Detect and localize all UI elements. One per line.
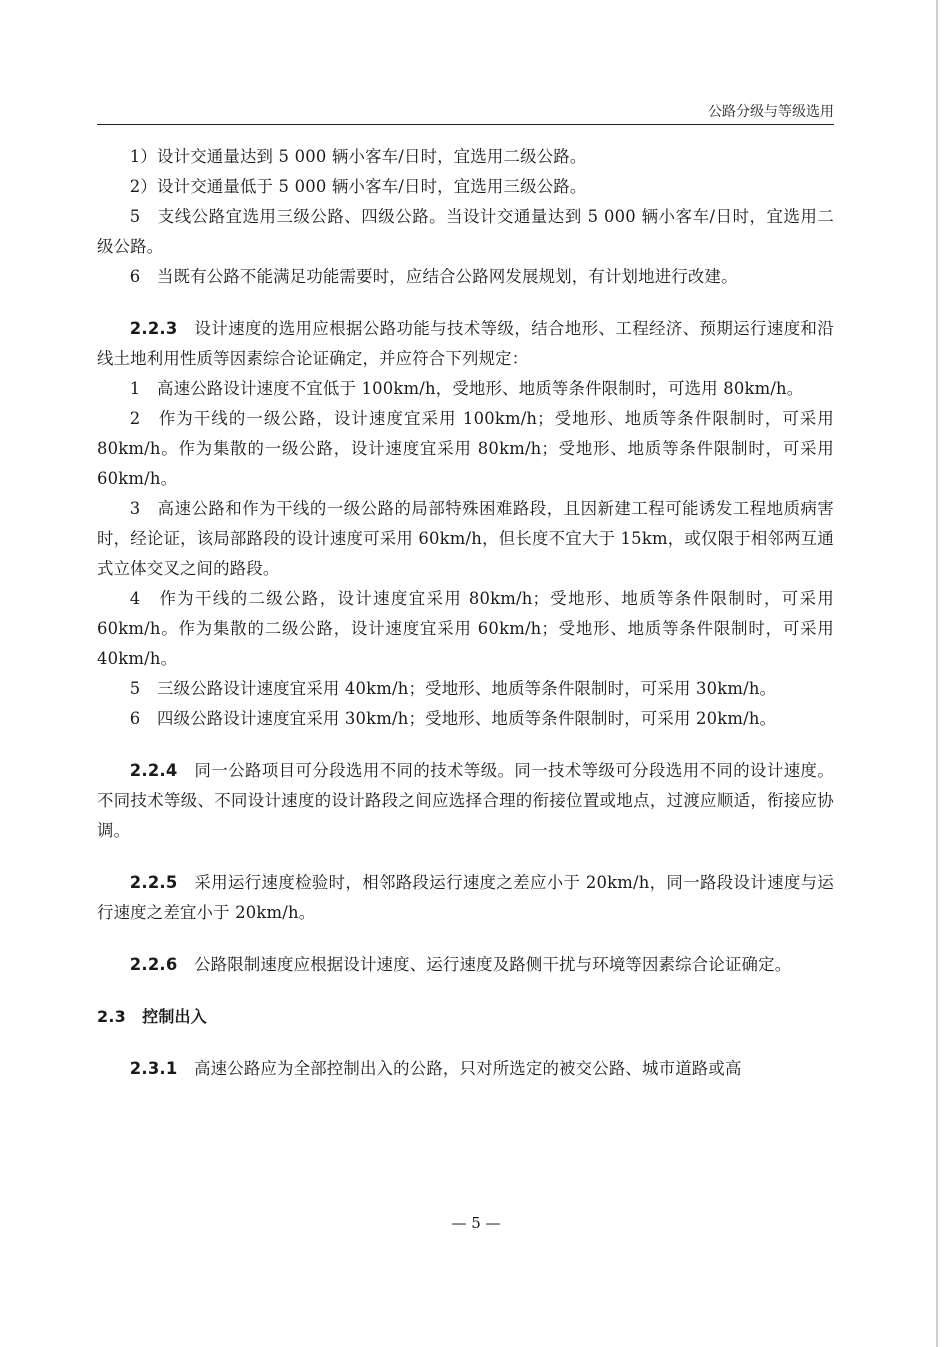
list-item: 5 三级公路设计速度宜采用 40km/h；受地形、地质等条件限制时，可采用 30km/h。 [129,679,777,698]
clause-number: 2.3.1 [129,1059,178,1078]
clause-text: 公路限制速度应根据设计速度、运行速度及路侧干扰与环境等因素综合论证确定。 [194,955,792,974]
clause-2-2-5 [97,868,834,928]
list-item: 1）设计交通量达到 5 000 辆小客车/日时，宜选用二级公路。 [129,147,587,166]
page-body [97,142,834,1084]
clause-2-2-6 [97,950,834,980]
list-item: 6 四级公路设计速度宜采用 30km/h；受地形、地质等条件限制时，可采用 20km/h。 [129,709,777,728]
clause-number: 2.2.4 [129,761,178,780]
list-item: 4 作为干线的二级公路，设计速度宜采用 80km/h；受地形、地质等条件限制时，可采用 60km/h。作为集散的二级公路，设计速度宜采用 60km/h；受地形、地质等条件限制时，可采用 40km/h。 [97,589,834,668]
running-header: 公路分级与等级选用 [708,104,834,120]
list-item: 5 支线公路宜选用三级公路、四级公路。当设计交通量达到 5 000 辆小客车/日时，宜选用二级公路。 [97,207,834,256]
clause-text: 高速公路应为全部控制出入的公路，只对所选定的被交公路、城市道路或高 [194,1059,742,1078]
clause-2-2-3 [97,314,834,374]
clause-number: 2.2.3 [129,319,178,338]
clause-2-3-1 [97,1054,834,1084]
section-heading [97,1002,834,1032]
list-item: 2）设计交通量低于 5 000 辆小客车/日时，宜选用三级公路。 [129,177,587,196]
clause-text: 设计速度的选用应根据公路功能与技术等级，结合地形、工程经济、预期运行速度和沿线土地利用性质等因素综合论证确定，并应符合下列规定： [97,319,834,368]
clause-text: 采用运行速度检验时，相邻路段运行速度之差应小于 20km/h，同一路段设计速度与运行速度之差宜小于 20km/h。 [97,873,834,922]
page-number: — 5 — [451,1214,501,1232]
page-edge-line [936,0,938,1347]
list-item: 6 当既有公路不能满足功能需要时，应结合公路网发展规划，有计划地进行改建。 [129,267,738,286]
clause-text: 同一公路项目可分段选用不同的技术等级。同一技术等级可分段选用不同的设计速度。不同技术等级、不同设计速度的设计路段之间应选择合理的衔接位置或地点，过渡应顺适，衔接应协调。 [97,761,834,840]
clause-number: 2.2.5 [129,873,178,892]
list-item: 3 高速公路和作为干线的一级公路的局部特殊困难路段，且因新建工程可能诱发工程地质病害时，经论证，该局部路段的设计速度可采用 60km/h，但长度不宜大于 15km，或仅限于相邻两互通式立体交叉之间的路段。 [97,499,834,578]
clause-2-2-4 [97,756,834,846]
section-number: 2.3 [97,1007,126,1026]
clause-number: 2.2.6 [129,955,178,974]
list-item: 2 作为干线的一级公路，设计速度宜采用 100km/h；受地形、地质等条件限制时，可采用 80km/h。作为集散的一级公路，设计速度宜采用 80km/h；受地形、地质等条件限制时，可采用 60km/h。 [97,409,834,488]
list-item: 1 高速公路设计速度不宜低于 100km/h，受地形、地质等条件限制时，可选用 80km/h。 [129,379,804,398]
header-rule [97,124,834,125]
section-title: 控制出入 [142,1007,207,1026]
